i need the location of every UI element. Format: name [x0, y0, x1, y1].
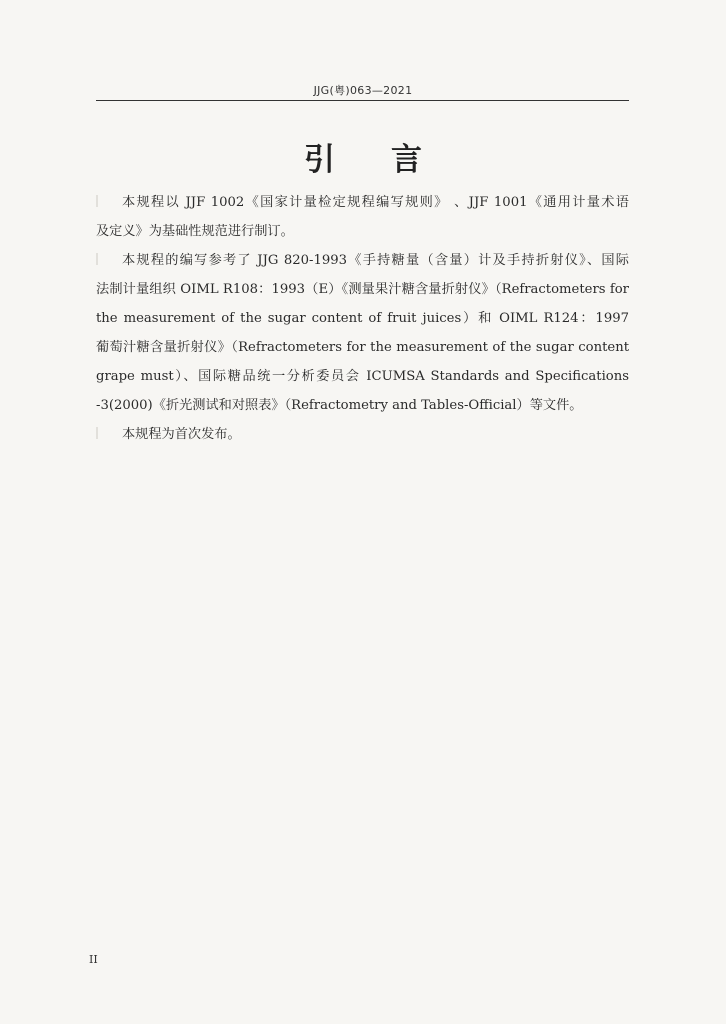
- page-number: II: [89, 953, 98, 966]
- paragraph-2-line-3: the measurement of the sugar content of fruit juices）和 OIML R124：1997: [96, 311, 629, 326]
- page-title: [0, 134, 726, 179]
- paragraph-2-line-4: 葡萄汁糖含量折射仪》（Refractometers for the measurement of the sugar content: [96, 340, 629, 355]
- body-text: [96, 188, 629, 449]
- scan-margin-mark: [96, 195, 98, 207]
- paragraph-2-line-2: 法制计量组织 OIML R108：1993（E）《测量果汁糖含量折射仪》（Refractometers for: [96, 282, 629, 297]
- paragraph-2-line-5: grape must）、国际糖品统一分析委员会 ICUMSA Standards and Specifications: [96, 369, 629, 384]
- paragraph-2-line-6: -3(2000)《折光测试和对照表》（Refractometry and Tables-Official）等文件。: [96, 398, 583, 413]
- page-header-code: JJG(粤)063—2021: [313, 84, 413, 97]
- paragraph-2-line-1: 本规程的编写参考了 JJG 820-1993《手持糖量（含量）计及手持折射仪》、国际: [122, 253, 629, 268]
- scan-margin-mark: [96, 253, 98, 265]
- title-char-1: 引: [304, 142, 335, 178]
- title-char-2: 言: [391, 142, 422, 178]
- scan-margin-mark: [96, 427, 98, 439]
- paragraph-1-line-1: 本规程以 JJF 1002《国家计量检定规程编写规则》 、JJF 1001《通用计量术语: [122, 195, 629, 210]
- paragraph-1-line-2: 及定义》为基础性规范进行制订。: [96, 224, 294, 239]
- header-rule: [96, 100, 629, 101]
- paragraph-3-line-1: 本规程为首次发布。: [122, 427, 241, 442]
